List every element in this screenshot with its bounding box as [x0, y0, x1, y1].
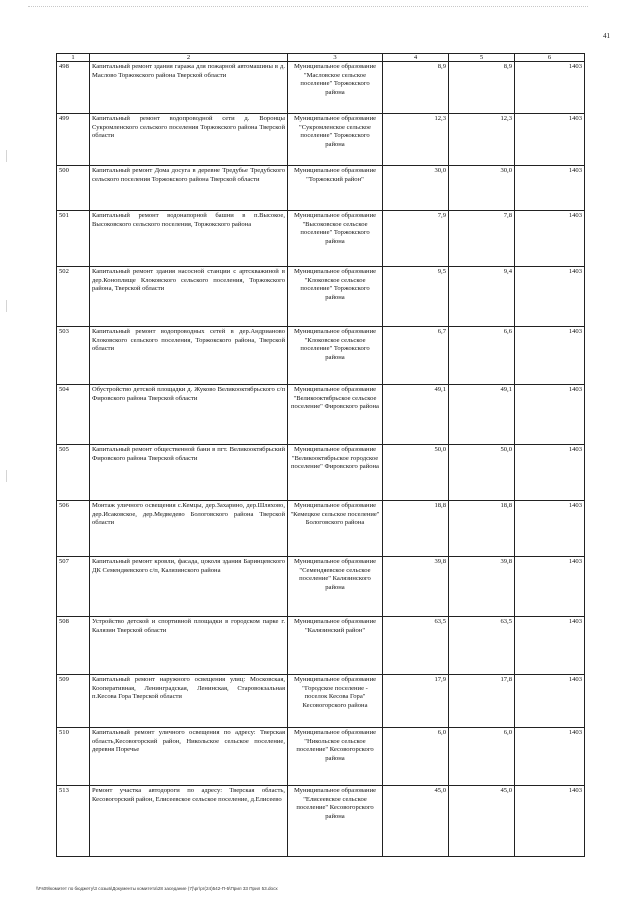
- row-value-4: 63,5: [383, 617, 449, 675]
- row-description: Капитальный ремонт кровли, фасада, цоколя здания Баринцевского ДК Семендяевского с/п, Калязинского района: [90, 557, 288, 617]
- row-description: Капитальный ремонт водопроводных сетей в дер.Андрианово Клоковского сельского поселения, Торжокского района, Тверской области: [90, 327, 288, 385]
- column-header: 2: [90, 54, 288, 62]
- row-description: Капитальный ремонт здания насосной станции с артскважиной в дер.Коноплище Клоковского сельского поселения, Торжокского района, Тверской области: [90, 267, 288, 327]
- row-value-6: 1403: [515, 557, 585, 617]
- row-value-5: 8,9: [449, 62, 515, 114]
- row-value-6: 1403: [515, 728, 585, 786]
- row-value-5: 45,0: [449, 786, 515, 857]
- row-value-4: 45,0: [383, 786, 449, 857]
- row-municipality: Муниципальное образование "Семендяевское сельское поселение" Калязинского района: [288, 557, 383, 617]
- row-value-6: 1403: [515, 114, 585, 166]
- row-value-4: 9,5: [383, 267, 449, 327]
- table-header-row: [57, 54, 585, 62]
- column-header: 4: [383, 54, 449, 62]
- row-value-6: 1403: [515, 445, 585, 501]
- row-municipality: Муниципальное образование "Никольское сельское поселение" Кесовогорского района: [288, 728, 383, 786]
- table-row: [57, 728, 585, 786]
- row-value-4: 8,9: [383, 62, 449, 114]
- row-number: 500: [57, 166, 90, 211]
- table-row: [57, 675, 585, 728]
- row-number: 509: [57, 675, 90, 728]
- table-row: [57, 385, 585, 445]
- row-value-5: 49,1: [449, 385, 515, 445]
- row-municipality: Муниципальное образование "Кемецкое сельское поселение" Бологовского района: [288, 501, 383, 557]
- scan-margin-mark: [6, 470, 9, 482]
- table-row: [57, 445, 585, 501]
- row-description: Капитальный ремонт общественной бани в пгт. Великооктябрьский Фировского района Тверской области: [90, 445, 288, 501]
- row-number: 498: [57, 62, 90, 114]
- row-number: 499: [57, 114, 90, 166]
- row-value-6: 1403: [515, 675, 585, 728]
- column-header: 6: [515, 54, 585, 62]
- row-value-5: 30,0: [449, 166, 515, 211]
- row-value-4: 30,0: [383, 166, 449, 211]
- table-row: [57, 501, 585, 557]
- data-table: [56, 53, 585, 857]
- row-municipality: Муниципальное образование "Клоковское сельское поселение" Торжокского района: [288, 267, 383, 327]
- row-value-5: 12,3: [449, 114, 515, 166]
- row-description: Капитальный ремонт уличного освещения по адресу: Тверская область,Кесовогорский район, Никольское сельское поселение, деревня Поречье: [90, 728, 288, 786]
- row-description: Капитальный ремонт водопроводной сети д. Воронцы Сукромленского сельского поселения Торжокского района Тверской области: [90, 114, 288, 166]
- row-value-5: 9,4: [449, 267, 515, 327]
- table-row: [57, 211, 585, 267]
- row-value-5: 39,8: [449, 557, 515, 617]
- row-value-4: 50,0: [383, 445, 449, 501]
- row-description: Капитальный ремонт здания гаража для пожарной автомашины в д. Маслово Торжокского района Тверской области: [90, 62, 288, 114]
- table-row: [57, 327, 585, 385]
- row-value-6: 1403: [515, 327, 585, 385]
- row-value-5: 6,6: [449, 327, 515, 385]
- row-municipality: Муниципальное образование "Городское поселение - поселок Кесова Гора" Кесовогорского района: [288, 675, 383, 728]
- row-number: 513: [57, 786, 90, 857]
- row-description: Капитальный ремонт наружного освещения улиц: Московская, Кооперативная, Ленинградская, Ленинская, Старовокзальная п.Кесова Гора Тверской области: [90, 675, 288, 728]
- table-row: [57, 166, 585, 211]
- row-description: Капитальный ремонт Дома досуга в деревне Тредубье Тредубского сельского поселения Торжокского района Тверской области: [90, 166, 288, 211]
- table-row: [57, 786, 585, 857]
- row-number: 508: [57, 617, 90, 675]
- table-row: [57, 62, 585, 114]
- row-value-6: 1403: [515, 617, 585, 675]
- scan-artifact-line: [28, 6, 588, 9]
- row-value-5: 17,8: [449, 675, 515, 728]
- row-number: 505: [57, 445, 90, 501]
- row-value-6: 1403: [515, 501, 585, 557]
- row-number: 503: [57, 327, 90, 385]
- row-municipality: Муниципальное образование "Масловское сельское поселение" Торжокского района: [288, 62, 383, 114]
- table-row: [57, 114, 585, 166]
- column-header: 5: [449, 54, 515, 62]
- row-municipality: Муниципальное образование "Сукромленское сельское поселение" Торжокского района: [288, 114, 383, 166]
- row-municipality: Муниципальное образование "Калязинский район": [288, 617, 383, 675]
- table-row: [57, 557, 585, 617]
- table-row: [57, 617, 585, 675]
- row-value-4: 6,0: [383, 728, 449, 786]
- row-value-6: 1403: [515, 267, 585, 327]
- row-value-6: 1403: [515, 385, 585, 445]
- row-number: 506: [57, 501, 90, 557]
- row-value-6: 1403: [515, 786, 585, 857]
- row-description: Монтаж уличного освещения с.Кемцы, дер.Захарино, дер.Шляхово, дер.Исаковское, дер.Медведево Бологовского района Тверской области: [90, 501, 288, 557]
- row-value-4: 39,8: [383, 557, 449, 617]
- row-value-5: 18,8: [449, 501, 515, 557]
- row-number: 507: [57, 557, 90, 617]
- row-number: 504: [57, 385, 90, 445]
- row-value-5: 7,8: [449, 211, 515, 267]
- row-value-4: 17,9: [383, 675, 449, 728]
- row-value-4: 18,8: [383, 501, 449, 557]
- row-municipality: Муниципальное образование "Высоковское сельское поселение" Торжокского района: [288, 211, 383, 267]
- row-municipality: Муниципальное образование "Елисеевское сельское поселение" Кесовогорского района: [288, 786, 383, 857]
- row-number: 502: [57, 267, 90, 327]
- row-value-5: 63,5: [449, 617, 515, 675]
- column-header: 1: [57, 54, 90, 62]
- row-value-6: 1403: [515, 62, 585, 114]
- row-value-4: 6,7: [383, 327, 449, 385]
- row-value-6: 1403: [515, 166, 585, 211]
- row-number: 510: [57, 728, 90, 786]
- row-municipality: Муниципальное образование "Великооктябрьское сельское поселение" Фировского района: [288, 385, 383, 445]
- table-row: [57, 267, 585, 327]
- row-description: Обустройство детской площадки д. Жуково Великооктябрьского с/п Фировского района Тверской области: [90, 385, 288, 445]
- scan-margin-mark: [6, 150, 9, 162]
- row-value-4: 12,3: [383, 114, 449, 166]
- row-description: Ремонт участка автодороги по адресу: Тверская область, Кесовогорский район, Елисеевское сельское поселение, д.Елисеево: [90, 786, 288, 857]
- row-municipality: Муниципальное образование "Великооктябрьское городское поселение" Фировского района: [288, 445, 383, 501]
- row-value-5: 6,0: [449, 728, 515, 786]
- row-value-4: 7,9: [383, 211, 449, 267]
- row-value-6: 1403: [515, 211, 585, 267]
- row-description: Устройство детской и спортивной площадки в городском парке г. Калязин Тверской области: [90, 617, 288, 675]
- row-municipality: Муниципальное образование "Торжокский район": [288, 166, 383, 211]
- row-value-4: 49,1: [383, 385, 449, 445]
- file-path-footer: \\Fs09\комитет по бюджету\3 созыв\Документы комитета\28 заседание (7)\рг\рг(24)542-П-5\Прил 33 Прил 53.docx: [36, 886, 278, 891]
- column-header: 3: [288, 54, 383, 62]
- row-number: 501: [57, 211, 90, 267]
- row-municipality: Муниципальное образование "Клоковское сельское поселение" Торжокского района: [288, 327, 383, 385]
- page-number: 41: [603, 32, 610, 40]
- row-value-5: 50,0: [449, 445, 515, 501]
- row-description: Капитальный ремонт водонапорной башни в п.Высокое, Высоковского сельского поселения, Торжокского района: [90, 211, 288, 267]
- scan-margin-mark: [6, 300, 9, 312]
